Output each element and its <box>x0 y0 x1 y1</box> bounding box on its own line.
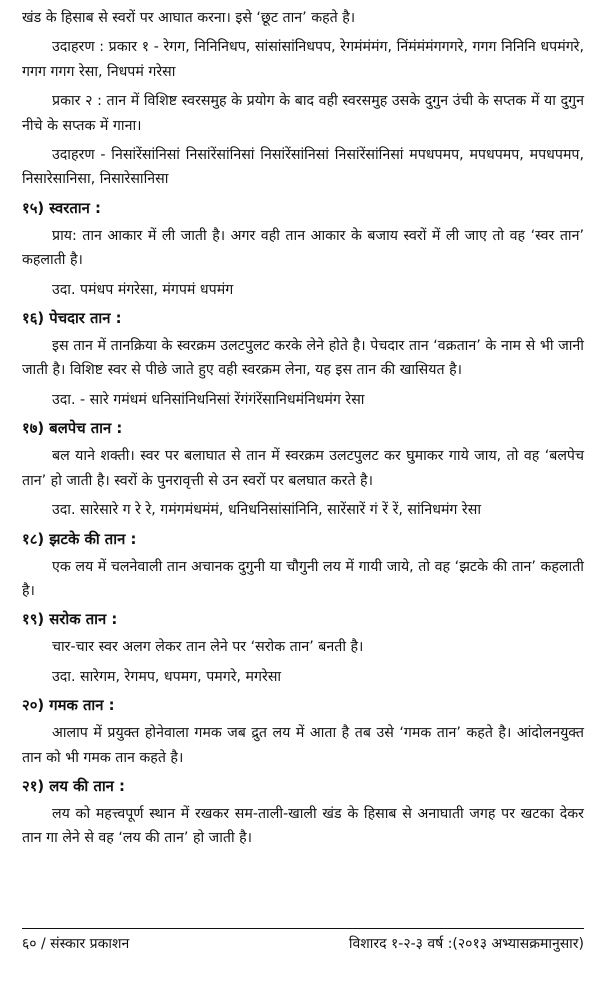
page-content <box>22 6 584 856</box>
section-heading: २१) लय की तान : <box>22 777 125 795</box>
paragraph: इस तान में तानक्रिया के स्वरक्रम उलटपुलट करके लेने होते है। पेचदार तान ‘वक्रतान’ के नाम से भी जानी जाती है। विशिष्ट स्वर से पीछे जाते हुए वही स्वरक्रम लेना, यह इस तान की खासियत है। <box>22 338 584 379</box>
paragraph: प्रकार २ : तान में विशिष्ट स्वरसमुह के प्रयोग के बाद वही स्वरसमुह उसके दुगुन उंची के सप्तक में या दुगुन नीचे के सप्तक में गाना। <box>22 93 584 134</box>
section-heading: १७) बलपेच तान : <box>22 420 123 438</box>
footer-divider <box>22 928 584 929</box>
example-line: चार-चार स्वर अलग लेकर तान लेने पर ‘सरोक तान’ बनती है। <box>52 639 364 656</box>
paragraph: उदाहरण : प्रकार १ - रेगग, निनिनिधप, सांसांसांनिधपप, रेगमंमंमंग, निंमंमंमंगगगरे, गगग निनिनि धपमंगरे, गगग गगग रेसा, निधपमं गरेसा <box>22 39 584 80</box>
example-line: उदा. सारेगम, रेगमप, धपमग, पमगरे, मगरेसा <box>52 668 282 685</box>
footer-course: विशारद १-२-३ वर्ष :(२०१३ अभ्यासक्रमानुसार) <box>348 936 584 952</box>
example-line: उदा. पमंधप मंगरेसा, मंगपमं धपमंग <box>52 281 234 298</box>
paragraph: एक लय में चलनेवाली तान अचानक दुगुनी या चौगुनी लय में गायी जाये, तो वह ‘झटके की तान’ कहलाती है। <box>22 558 584 599</box>
example-line: उदा. - सारे गमंधमं धनिसांनिधनिसां रेंगंगंरेंसानिधमंनिधमंग रेसा <box>52 391 365 408</box>
paragraph: उदाहरण - निसांरेंसांनिसां निसांरेंसांनिसां निसांरेंसांनिसां निसांरेंसांनिसां मपधपमप, मपधपमप, मपधपमप, निसारेसानिसा, निसारेसानिसा <box>22 147 584 188</box>
paragraph: खंड के हिसाब से स्वरों पर आघात करना। इसे ‘छूट तान’ कहते है। <box>22 10 356 26</box>
section-heading: १६) पेचदार तान : <box>22 310 122 328</box>
paragraph: प्राय: तान आकार में ली जाती है। अगर वही तान आकार के बजाय स्वरों में ली जाए तो वह ‘स्वर तान’ कहलाती है। <box>22 227 584 269</box>
paragraph: लय को महत्त्वपूर्ण स्थान में रखकर सम-ताली-खाली खंड के हिसाब से अनाघाती जगह पर खटका देकर तान गा लेने से वह ‘लय की तान’ हो जाती है। <box>22 805 584 847</box>
section-heading: २०) गमक तान : <box>22 697 115 715</box>
example-line: उदा. सारेसारे ग रे रे, गमंगमंधमंमं, धनिधनिसांसांनिनि, सारेंसारें गं रें रें, सांनिधमंग रेसा <box>52 502 482 519</box>
paragraph: आलाप में प्रयुक्त होनेवाला गमक जब द्रुत लय में आता है तब उसे ‘गमक तान’ कहते है। आंदोलनयुक्त तान को भी गमक तान कहते है। <box>22 725 584 766</box>
page-footer <box>22 934 584 954</box>
paragraph: बल याने शक्ती। स्वर पर बलाघात से तान में स्वरक्रम उलटपुलट कर घुमाकर गाये जाय, तो वह ‘बलपेच तान’ हो जाती है। स्वरों के पुनरावृत्ती से उन स्वरों पर बलघात करते है। <box>22 448 584 489</box>
section-heading: १९) सरोक तान : <box>22 611 118 629</box>
footer-publisher: ६० / संस्कार प्रकाशन <box>22 936 130 952</box>
section-heading: १८) झटके की तान : <box>22 530 137 548</box>
section-heading: १५) स्वरतान : <box>22 199 101 217</box>
